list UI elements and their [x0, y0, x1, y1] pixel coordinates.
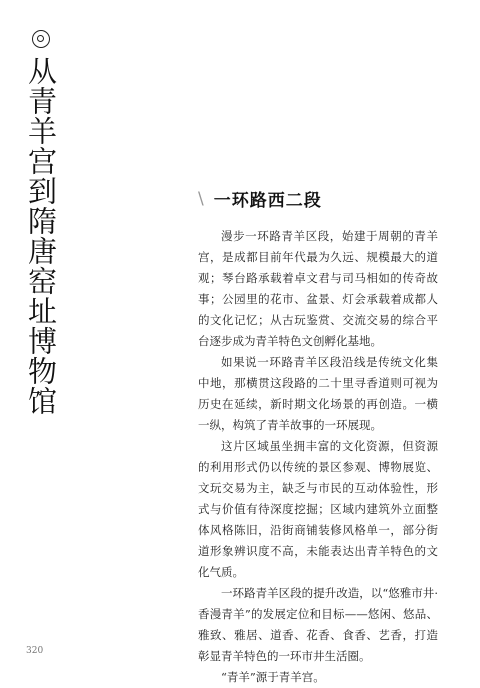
- section-title: 一环路西二段: [213, 191, 322, 211]
- chapter-title: 从青羊宫到隋唐窑址博物馆: [24, 56, 58, 416]
- chapter-title-block: [26, 30, 56, 416]
- body-text: [198, 226, 438, 688]
- backslash-icon: \: [198, 188, 204, 209]
- paragraph: 如果说一环路青羊区段沿线是传统文化集中地，那横贯这段路的二十里寻香道则可视为历史在延续，新时期文化场景的再创造。一横一纵，构筑了青羊故事的一环展现。: [198, 355, 438, 432]
- page-number: 320: [26, 646, 44, 656]
- paragraph: 一环路青羊区段的提升改造，以“悠雅市井·香漫青羊”的发展定位和目标——悠闲、悠品、雅致、雅居、道香、花香、食香、艺香，打造彰显青羊特色的一环市井生活圈。: [198, 586, 438, 663]
- double-circle-icon: [32, 30, 50, 48]
- paragraph: 漫步一环路青羊区段，始建于周朝的青羊宫，是成都目前年代最为久远、规模最大的道观；琴台路承载着卓文君与司马相如的传奇故事；公园里的花市、盆景、灯会承载着成都人的文化记忆；从古玩鉴赏、交流交易的综合平台逐步成为青羊特色文创孵化基地。: [198, 229, 438, 348]
- section-heading: [198, 186, 322, 211]
- paragraph: 这片区域虽坐拥丰富的文化资源，但资源的利用形式仍以传统的景区参观、博物展览、文玩交易为主，缺乏与市民的互动体验性，形式与价值有待深度挖掘；区域内建筑外立面整体风格陈旧，沿街商铺装修风格单一，部分街道形象辨识度不高，未能表达出青羊特色的文化气质。: [198, 439, 438, 579]
- paragraph: “青羊”源于青羊宫。: [221, 670, 325, 684]
